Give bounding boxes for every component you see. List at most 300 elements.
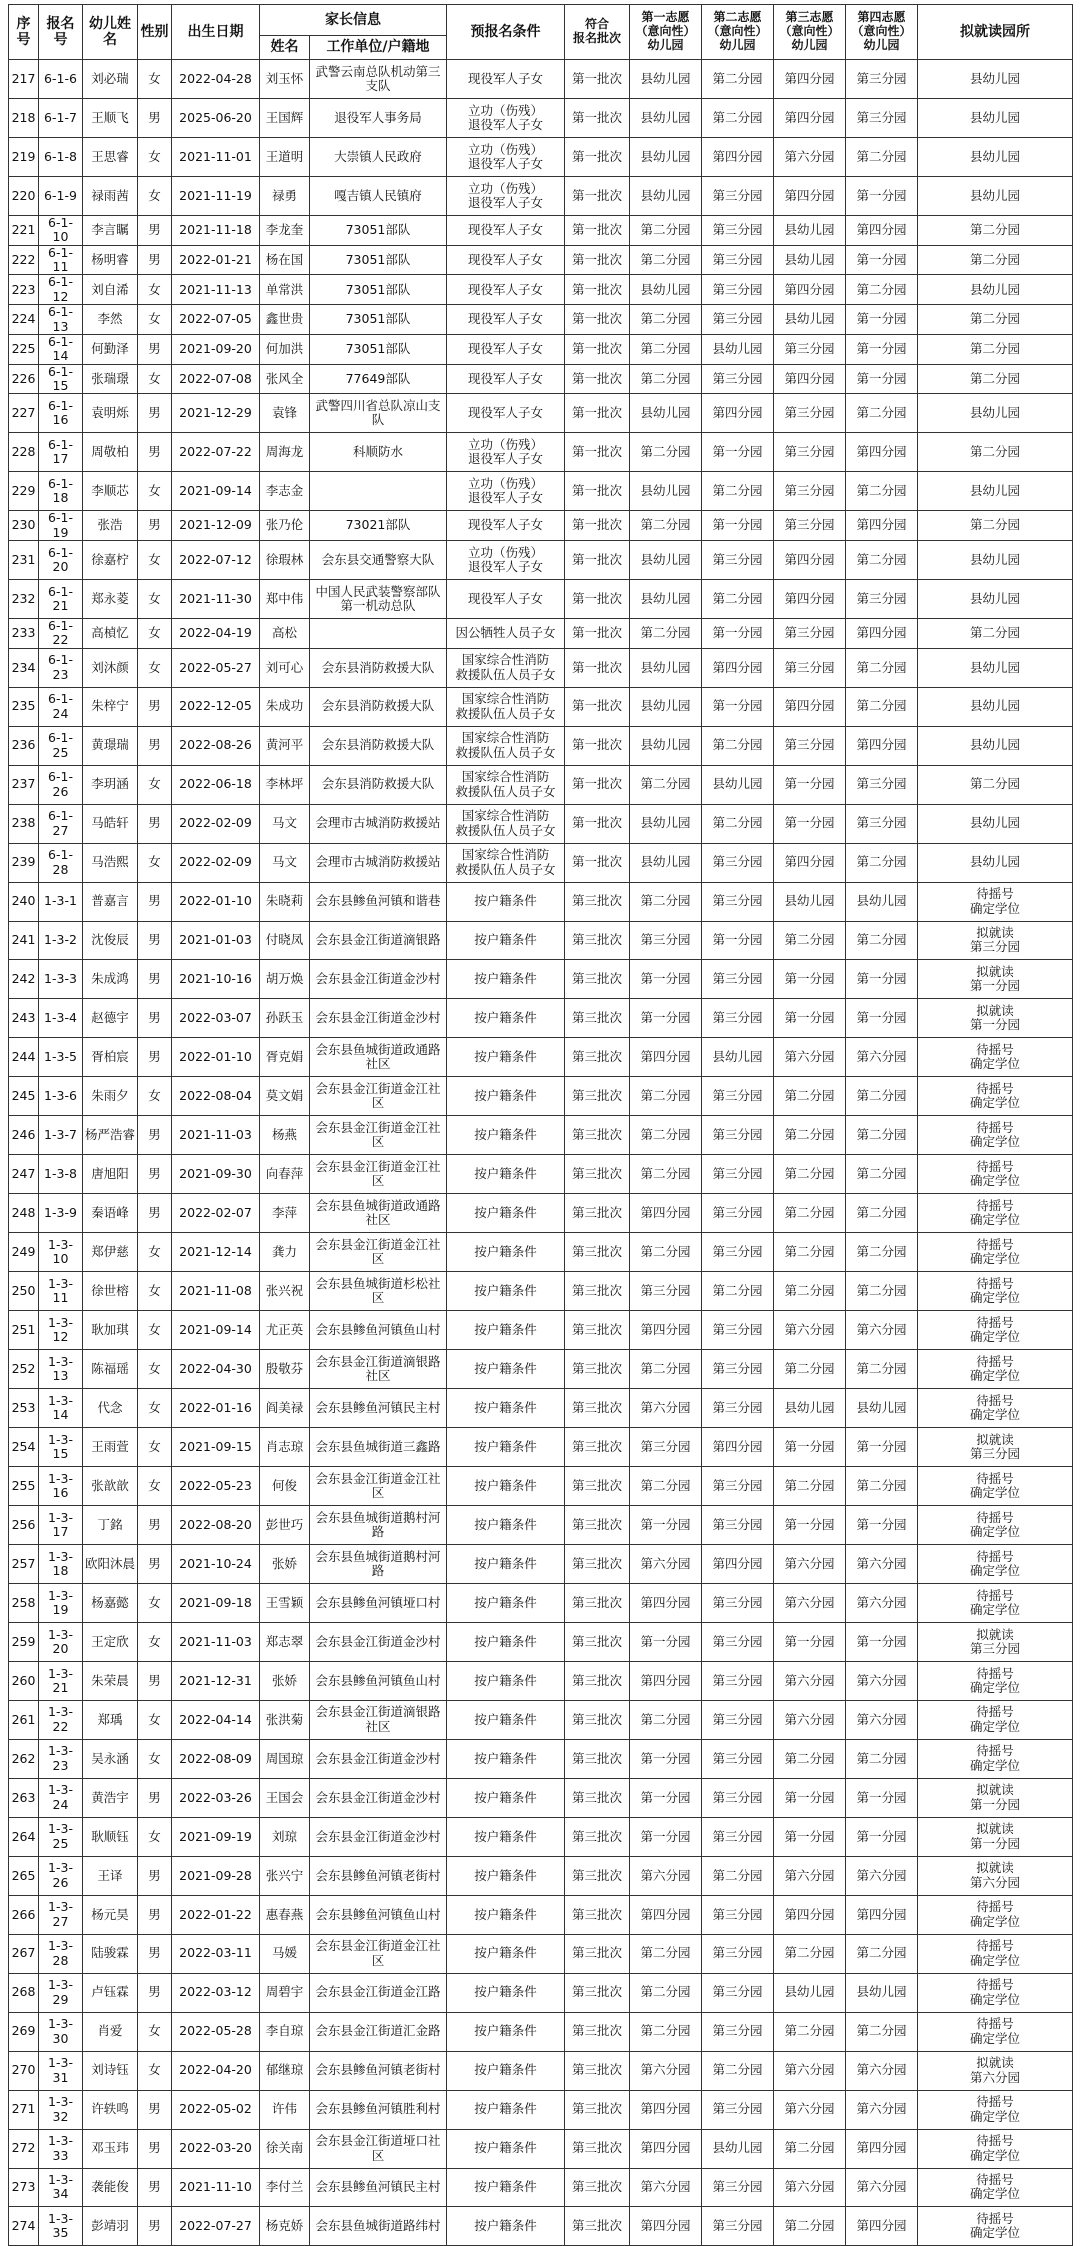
cell-reg-no: 6-1-27 xyxy=(39,804,83,843)
cell-choice-2: 第一分园 xyxy=(702,433,774,472)
cell-assigned: 待摇号 确定学位 xyxy=(918,1233,1073,1272)
cell-assigned: 拟就读 第三分园 xyxy=(918,1622,1073,1661)
cell-choice-2: 第一分园 xyxy=(702,618,774,648)
cell-condition: 按户籍条件 xyxy=(447,999,565,1038)
col-index: 序号 xyxy=(9,5,39,60)
cell-child-name: 朱荣晨 xyxy=(83,1661,138,1700)
table-row xyxy=(9,394,1073,433)
cell-parent-unit: 会东县鲹鱼河镇民主村 xyxy=(310,2168,447,2207)
cell-birthdate: 2022-05-02 xyxy=(172,2090,260,2129)
cell-parent-unit: 会东县金江街道金沙村 xyxy=(310,1739,447,1778)
cell-index: 233 xyxy=(9,618,39,648)
cell-parent-name: 郁继琼 xyxy=(260,2051,310,2090)
cell-parent-unit: 会东县金江街道金江社区 xyxy=(310,1116,447,1155)
table-row xyxy=(9,2012,1073,2051)
cell-batch: 第一批次 xyxy=(565,843,630,882)
table-row xyxy=(9,1389,1073,1428)
cell-batch: 第三批次 xyxy=(565,1038,630,1077)
table-row xyxy=(9,1700,1073,1739)
cell-index: 241 xyxy=(9,921,39,960)
cell-birthdate: 2022-01-10 xyxy=(172,882,260,921)
cell-reg-no: 1-3-24 xyxy=(39,1778,83,1817)
cell-parent-unit: 会东县鲹鱼河镇老街村 xyxy=(310,1856,447,1895)
cell-condition: 现役军人子女 xyxy=(447,364,565,394)
cell-choice-1: 第二分园 xyxy=(630,334,702,364)
cell-parent-unit: 退役军人事务局 xyxy=(310,98,447,137)
cell-condition: 现役军人子女 xyxy=(447,60,565,99)
cell-condition: 国家综合性消防 救援队伍人员子女 xyxy=(447,726,565,765)
cell-gender: 女 xyxy=(138,1817,172,1856)
cell-batch: 第一批次 xyxy=(565,648,630,687)
cell-choice-2: 第三分园 xyxy=(702,1895,774,1934)
cell-choice-1: 第二分园 xyxy=(630,882,702,921)
cell-parent-unit: 会东县鱼城街道鹅村河路 xyxy=(310,1545,447,1584)
cell-choice-4: 第六分园 xyxy=(846,1661,918,1700)
cell-parent-unit: 73051部队 xyxy=(310,305,447,335)
cell-choice-4: 第二分园 xyxy=(846,921,918,960)
cell-batch: 第三批次 xyxy=(565,1545,630,1584)
cell-parent-unit xyxy=(310,472,447,511)
cell-condition: 按户籍条件 xyxy=(447,2207,565,2246)
cell-parent-unit: 77649部队 xyxy=(310,364,447,394)
cell-parent-unit: 中国人民武装警察部队第一机动总队 xyxy=(310,580,447,619)
cell-birthdate: 2022-07-12 xyxy=(172,541,260,580)
cell-choice-3: 第一分园 xyxy=(774,1778,846,1817)
cell-choice-2: 第三分园 xyxy=(702,999,774,1038)
cell-choice-3: 第四分园 xyxy=(774,687,846,726)
cell-reg-no: 1-3-14 xyxy=(39,1389,83,1428)
cell-reg-no: 6-1-24 xyxy=(39,687,83,726)
cell-gender: 男 xyxy=(138,1661,172,1700)
table-row xyxy=(9,1583,1073,1622)
cell-parent-unit: 会东县交通警察大队 xyxy=(310,541,447,580)
cell-child-name: 杨嘉懿 xyxy=(83,1583,138,1622)
cell-reg-no: 6-1-14 xyxy=(39,334,83,364)
cell-assigned: 待摇号 确定学位 xyxy=(918,1116,1073,1155)
cell-choice-2: 第三分园 xyxy=(702,305,774,335)
cell-assigned: 待摇号 确定学位 xyxy=(918,1545,1073,1584)
cell-batch: 第一批次 xyxy=(565,176,630,215)
cell-birthdate: 2021-10-24 xyxy=(172,1545,260,1584)
cell-choice-4: 第一分园 xyxy=(846,176,918,215)
cell-birthdate: 2022-05-28 xyxy=(172,2012,260,2051)
cell-choice-1: 第二分园 xyxy=(630,2012,702,2051)
cell-choice-2: 第三分园 xyxy=(702,1116,774,1155)
cell-assigned: 待摇号 确定学位 xyxy=(918,1973,1073,2012)
cell-gender: 女 xyxy=(138,1350,172,1389)
cell-gender: 女 xyxy=(138,1467,172,1506)
table-row xyxy=(9,1233,1073,1272)
col-assigned: 拟就读园所 xyxy=(918,5,1073,60)
cell-gender: 女 xyxy=(138,1622,172,1661)
cell-reg-no: 1-3-32 xyxy=(39,2090,83,2129)
table-row xyxy=(9,1467,1073,1506)
cell-choice-2: 第四分园 xyxy=(702,394,774,433)
cell-choice-3: 第四分园 xyxy=(774,541,846,580)
cell-assigned: 拟就读 第一分园 xyxy=(918,1778,1073,1817)
cell-gender: 男 xyxy=(138,726,172,765)
cell-choice-2: 第三分园 xyxy=(702,1973,774,2012)
cell-parent-unit: 会东县金江街道金江社区 xyxy=(310,1934,447,1973)
cell-reg-no: 6-1-28 xyxy=(39,843,83,882)
cell-batch: 第一批次 xyxy=(565,580,630,619)
col-parent-group: 家长信息 xyxy=(260,5,447,36)
cell-parent-name: 马文 xyxy=(260,804,310,843)
cell-parent-name: 王雪颖 xyxy=(260,1583,310,1622)
cell-choice-1: 县幼儿园 xyxy=(630,98,702,137)
cell-assigned: 县幼儿园 xyxy=(918,275,1073,305)
cell-parent-unit: 会东县鲹鱼河镇胜利村 xyxy=(310,2090,447,2129)
cell-choice-2: 第四分园 xyxy=(702,1428,774,1467)
cell-reg-no: 6-1-8 xyxy=(39,137,83,176)
table-row xyxy=(9,687,1073,726)
cell-choice-3: 第六分园 xyxy=(774,137,846,176)
cell-index: 261 xyxy=(9,1700,39,1739)
cell-condition: 按户籍条件 xyxy=(447,1817,565,1856)
cell-condition: 按户籍条件 xyxy=(447,2090,565,2129)
cell-choice-4: 第二分园 xyxy=(846,275,918,305)
cell-choice-1: 县幼儿园 xyxy=(630,472,702,511)
cell-choice-1: 第六分园 xyxy=(630,1856,702,1895)
table-row xyxy=(9,215,1073,245)
cell-parent-name: 刘玉怀 xyxy=(260,60,310,99)
cell-assigned: 待摇号 确定学位 xyxy=(918,1077,1073,1116)
cell-parent-name: 徐瑕林 xyxy=(260,541,310,580)
cell-index: 257 xyxy=(9,1545,39,1584)
col-gender: 性别 xyxy=(138,5,172,60)
cell-choice-1: 县幼儿园 xyxy=(630,804,702,843)
cell-child-name: 王定欣 xyxy=(83,1622,138,1661)
cell-gender: 男 xyxy=(138,921,172,960)
cell-index: 264 xyxy=(9,1817,39,1856)
cell-parent-unit: 会东县鲹鱼河镇民主村 xyxy=(310,1389,447,1428)
cell-choice-2: 第三分园 xyxy=(702,843,774,882)
cell-choice-1: 第一分园 xyxy=(630,1622,702,1661)
cell-child-name: 丁銘 xyxy=(83,1506,138,1545)
cell-choice-4: 第一分园 xyxy=(846,960,918,999)
cell-reg-no: 1-3-6 xyxy=(39,1077,83,1116)
cell-condition: 按户籍条件 xyxy=(447,1778,565,1817)
table-row xyxy=(9,137,1073,176)
cell-reg-no: 6-1-22 xyxy=(39,618,83,648)
cell-condition: 按户籍条件 xyxy=(447,1428,565,1467)
cell-index: 235 xyxy=(9,687,39,726)
cell-choice-3: 第三分园 xyxy=(774,648,846,687)
cell-choice-2: 第二分园 xyxy=(702,98,774,137)
table-row xyxy=(9,960,1073,999)
cell-choice-4: 第六分园 xyxy=(846,2051,918,2090)
col-batch: 符合 报名批次 xyxy=(565,5,630,60)
col-child-name: 幼儿姓名 xyxy=(83,5,138,60)
table-body xyxy=(9,60,1073,2246)
cell-index: 271 xyxy=(9,2090,39,2129)
cell-choice-1: 第二分园 xyxy=(630,305,702,335)
cell-index: 266 xyxy=(9,1895,39,1934)
cell-assigned: 待摇号 确定学位 xyxy=(918,2207,1073,2246)
cell-choice-4: 第一分园 xyxy=(846,1622,918,1661)
table-row xyxy=(9,1428,1073,1467)
cell-index: 247 xyxy=(9,1155,39,1194)
cell-gender: 男 xyxy=(138,960,172,999)
table-row xyxy=(9,882,1073,921)
cell-parent-unit: 会东县消防救援大队 xyxy=(310,648,447,687)
cell-gender: 男 xyxy=(138,2090,172,2129)
table-row xyxy=(9,2090,1073,2129)
cell-assigned: 待摇号 确定学位 xyxy=(918,1350,1073,1389)
cell-child-name: 陈福瑶 xyxy=(83,1350,138,1389)
cell-choice-2: 第一分园 xyxy=(702,921,774,960)
cell-birthdate: 2022-03-11 xyxy=(172,1934,260,1973)
cell-choice-1: 第二分园 xyxy=(630,511,702,541)
cell-batch: 第一批次 xyxy=(565,364,630,394)
cell-condition: 按户籍条件 xyxy=(447,1155,565,1194)
cell-choice-3: 第六分园 xyxy=(774,1661,846,1700)
cell-condition: 现役军人子女 xyxy=(447,511,565,541)
cell-batch: 第一批次 xyxy=(565,687,630,726)
cell-choice-1: 第三分园 xyxy=(630,1272,702,1311)
cell-child-name: 刘诗钰 xyxy=(83,2051,138,2090)
cell-child-name: 袁明烁 xyxy=(83,394,138,433)
cell-choice-1: 第四分园 xyxy=(630,1038,702,1077)
cell-batch: 第三批次 xyxy=(565,1934,630,1973)
cell-assigned: 拟就读 第六分园 xyxy=(918,1856,1073,1895)
cell-choice-4: 第二分园 xyxy=(846,648,918,687)
cell-choice-2: 第二分园 xyxy=(702,1272,774,1311)
cell-choice-3: 第一分园 xyxy=(774,960,846,999)
cell-batch: 第一批次 xyxy=(565,275,630,305)
cell-choice-1: 县幼儿园 xyxy=(630,726,702,765)
cell-assigned: 县幼儿园 xyxy=(918,472,1073,511)
cell-condition: 立功（伤残） 退役军人子女 xyxy=(447,98,565,137)
cell-reg-no: 1-3-34 xyxy=(39,2168,83,2207)
table-row xyxy=(9,765,1073,804)
cell-choice-2: 第二分园 xyxy=(702,580,774,619)
table-row xyxy=(9,2129,1073,2168)
table-row xyxy=(9,1856,1073,1895)
cell-choice-1: 第二分园 xyxy=(630,618,702,648)
table-row xyxy=(9,1934,1073,1973)
cell-index: 273 xyxy=(9,2168,39,2207)
cell-condition: 国家综合性消防 救援队伍人员子女 xyxy=(447,687,565,726)
cell-choice-4: 第一分园 xyxy=(846,1506,918,1545)
cell-assigned: 县幼儿园 xyxy=(918,843,1073,882)
cell-assigned: 拟就读 第一分园 xyxy=(918,999,1073,1038)
cell-choice-2: 县幼儿园 xyxy=(702,1038,774,1077)
cell-reg-no: 1-3-26 xyxy=(39,1856,83,1895)
cell-choice-4: 第四分园 xyxy=(846,511,918,541)
cell-reg-no: 1-3-5 xyxy=(39,1038,83,1077)
cell-choice-2: 第三分园 xyxy=(702,245,774,275)
cell-gender: 女 xyxy=(138,1583,172,1622)
cell-birthdate: 2021-11-10 xyxy=(172,2168,260,2207)
cell-birthdate: 2022-07-22 xyxy=(172,433,260,472)
cell-condition: 按户籍条件 xyxy=(447,1506,565,1545)
cell-reg-no: 1-3-3 xyxy=(39,960,83,999)
cell-choice-3: 第二分园 xyxy=(774,1116,846,1155)
cell-batch: 第一批次 xyxy=(565,511,630,541)
cell-parent-name: 张兴宁 xyxy=(260,1856,310,1895)
cell-choice-4: 第一分园 xyxy=(846,1817,918,1856)
cell-choice-4: 第二分园 xyxy=(846,1077,918,1116)
table-row xyxy=(9,580,1073,619)
cell-parent-name: 李萍 xyxy=(260,1194,310,1233)
cell-index: 232 xyxy=(9,580,39,619)
cell-parent-name: 龚力 xyxy=(260,1233,310,1272)
cell-parent-unit: 会东县鱼城街道政通路社区 xyxy=(310,1194,447,1233)
cell-gender: 男 xyxy=(138,215,172,245)
cell-choice-3: 第二分园 xyxy=(774,1467,846,1506)
cell-assigned: 县幼儿园 xyxy=(918,541,1073,580)
cell-parent-unit: 会东县鱼城街道路纬村 xyxy=(310,2207,447,2246)
cell-choice-2: 第一分园 xyxy=(702,687,774,726)
table-row xyxy=(9,60,1073,99)
cell-index: 251 xyxy=(9,1311,39,1350)
cell-gender: 男 xyxy=(138,1778,172,1817)
cell-gender: 女 xyxy=(138,1739,172,1778)
cell-condition: 现役军人子女 xyxy=(447,334,565,364)
cell-reg-no: 1-3-22 xyxy=(39,1700,83,1739)
cell-batch: 第一批次 xyxy=(565,215,630,245)
cell-birthdate: 2021-09-20 xyxy=(172,334,260,364)
cell-gender: 男 xyxy=(138,1155,172,1194)
cell-condition: 按户籍条件 xyxy=(447,1467,565,1506)
cell-condition: 按户籍条件 xyxy=(447,2168,565,2207)
cell-child-name: 刘必瑞 xyxy=(83,60,138,99)
cell-assigned: 第二分园 xyxy=(918,618,1073,648)
cell-batch: 第一批次 xyxy=(565,394,630,433)
cell-choice-4: 第二分园 xyxy=(846,1934,918,1973)
cell-reg-no: 6-1-18 xyxy=(39,472,83,511)
cell-parent-name: 张娇 xyxy=(260,1661,310,1700)
cell-parent-unit: 73051部队 xyxy=(310,215,447,245)
cell-batch: 第三批次 xyxy=(565,1311,630,1350)
cell-gender: 男 xyxy=(138,999,172,1038)
cell-parent-name: 李自琼 xyxy=(260,2012,310,2051)
cell-parent-name: 付晓凤 xyxy=(260,921,310,960)
cell-birthdate: 2022-06-18 xyxy=(172,765,260,804)
cell-parent-name: 刘可心 xyxy=(260,648,310,687)
cell-parent-name: 王国会 xyxy=(260,1778,310,1817)
cell-condition: 立功（伤残） 退役军人子女 xyxy=(447,433,565,472)
cell-choice-3: 第一分园 xyxy=(774,765,846,804)
cell-choice-2: 第三分园 xyxy=(702,1350,774,1389)
cell-choice-3: 第六分园 xyxy=(774,1856,846,1895)
cell-assigned: 待摇号 确定学位 xyxy=(918,1739,1073,1778)
col-choice-4: 第四志愿 （意向性） 幼儿园 xyxy=(846,5,918,60)
cell-choice-4: 第四分园 xyxy=(846,726,918,765)
table-row xyxy=(9,999,1073,1038)
cell-parent-unit: 会东县金江街道金沙村 xyxy=(310,1622,447,1661)
cell-index: 229 xyxy=(9,472,39,511)
cell-parent-name: 何加洪 xyxy=(260,334,310,364)
cell-choice-3: 第二分园 xyxy=(774,2012,846,2051)
cell-parent-unit: 会东县金江街道金沙村 xyxy=(310,1817,447,1856)
cell-index: 252 xyxy=(9,1350,39,1389)
cell-assigned: 县幼儿园 xyxy=(918,176,1073,215)
col-birthdate: 出生日期 xyxy=(172,5,260,60)
cell-parent-name: 王道明 xyxy=(260,137,310,176)
cell-choice-3: 县幼儿园 xyxy=(774,215,846,245)
cell-birthdate: 2022-04-28 xyxy=(172,60,260,99)
cell-parent-unit: 73051部队 xyxy=(310,245,447,275)
cell-choice-3: 第二分园 xyxy=(774,2129,846,2168)
cell-condition: 按户籍条件 xyxy=(447,1583,565,1622)
cell-choice-2: 第三分园 xyxy=(702,882,774,921)
cell-gender: 女 xyxy=(138,275,172,305)
cell-gender: 男 xyxy=(138,245,172,275)
cell-index: 222 xyxy=(9,245,39,275)
cell-birthdate: 2022-01-21 xyxy=(172,245,260,275)
table-row xyxy=(9,1622,1073,1661)
cell-assigned: 第二分园 xyxy=(918,765,1073,804)
cell-reg-no: 1-3-1 xyxy=(39,882,83,921)
cell-condition: 现役军人子女 xyxy=(447,305,565,335)
cell-index: 228 xyxy=(9,433,39,472)
cell-batch: 第三批次 xyxy=(565,2207,630,2246)
cell-choice-1: 第四分园 xyxy=(630,1661,702,1700)
cell-parent-name: 莫文娟 xyxy=(260,1077,310,1116)
cell-birthdate: 2022-01-16 xyxy=(172,1389,260,1428)
cell-parent-name: 阎美禄 xyxy=(260,1389,310,1428)
cell-choice-2: 第三分园 xyxy=(702,1934,774,1973)
cell-batch: 第一批次 xyxy=(565,245,630,275)
cell-reg-no: 6-1-15 xyxy=(39,364,83,394)
cell-index: 248 xyxy=(9,1194,39,1233)
cell-choice-4: 第二分园 xyxy=(846,1233,918,1272)
cell-choice-4: 第一分园 xyxy=(846,245,918,275)
cell-parent-unit: 会东县消防救援大队 xyxy=(310,726,447,765)
cell-batch: 第一批次 xyxy=(565,137,630,176)
cell-birthdate: 2022-03-26 xyxy=(172,1778,260,1817)
cell-reg-no: 1-3-27 xyxy=(39,1895,83,1934)
cell-parent-name: 马文 xyxy=(260,843,310,882)
cell-parent-unit: 会东县金江街道滴银路社区 xyxy=(310,1700,447,1739)
cell-batch: 第一批次 xyxy=(565,305,630,335)
cell-condition: 按户籍条件 xyxy=(447,2012,565,2051)
cell-birthdate: 2022-03-07 xyxy=(172,999,260,1038)
cell-assigned: 第二分园 xyxy=(918,334,1073,364)
cell-choice-4: 第一分园 xyxy=(846,1428,918,1467)
cell-batch: 第一批次 xyxy=(565,618,630,648)
cell-parent-unit: 会理市古城消防救援站 xyxy=(310,804,447,843)
cell-child-name: 周敬柏 xyxy=(83,433,138,472)
cell-parent-unit: 会东县金江街道金江社区 xyxy=(310,1233,447,1272)
cell-choice-1: 第一分园 xyxy=(630,1817,702,1856)
cell-child-name: 卢钰霖 xyxy=(83,1973,138,2012)
cell-gender: 男 xyxy=(138,98,172,137)
cell-assigned: 第二分园 xyxy=(918,305,1073,335)
table-row xyxy=(9,176,1073,215)
cell-choice-2: 第三分园 xyxy=(702,1778,774,1817)
cell-birthdate: 2021-11-08 xyxy=(172,1272,260,1311)
cell-assigned: 第二分园 xyxy=(918,433,1073,472)
cell-choice-1: 第六分园 xyxy=(630,1545,702,1584)
cell-choice-4: 第四分园 xyxy=(846,2207,918,2246)
cell-condition: 按户籍条件 xyxy=(447,1038,565,1077)
cell-reg-no: 6-1-12 xyxy=(39,275,83,305)
cell-parent-name: 徐关南 xyxy=(260,2129,310,2168)
cell-parent-name: 何俊 xyxy=(260,1467,310,1506)
cell-index: 265 xyxy=(9,1856,39,1895)
cell-gender: 男 xyxy=(138,687,172,726)
cell-parent-name: 杨克娇 xyxy=(260,2207,310,2246)
cell-parent-name: 向春萍 xyxy=(260,1155,310,1194)
cell-choice-1: 第四分园 xyxy=(630,1194,702,1233)
table-row xyxy=(9,1661,1073,1700)
cell-parent-unit: 会东县鱼城街道政通路社区 xyxy=(310,1038,447,1077)
cell-choice-4: 第三分园 xyxy=(846,580,918,619)
cell-index: 240 xyxy=(9,882,39,921)
